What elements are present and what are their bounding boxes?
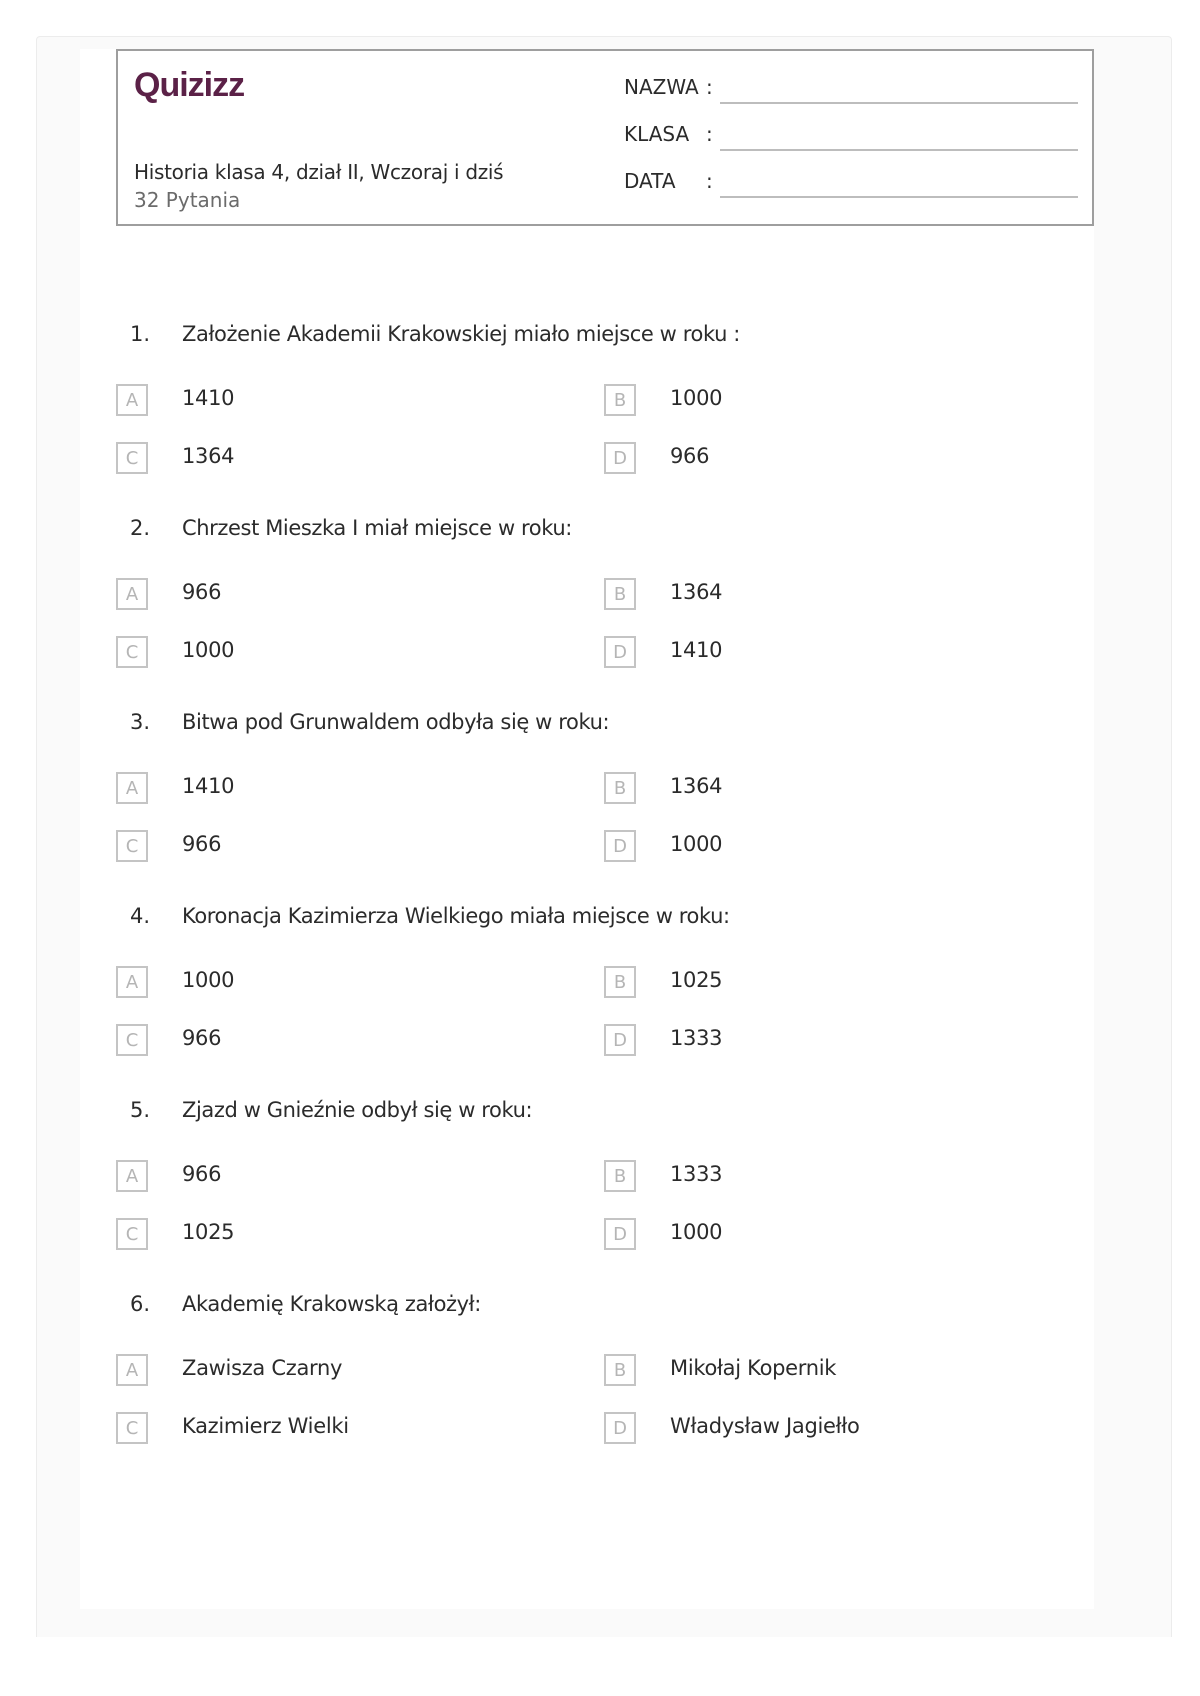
option-text: 1000 [182, 638, 235, 662]
option-a[interactable] [116, 578, 536, 614]
question-number: 3. [130, 710, 151, 734]
option-c[interactable] [116, 636, 536, 672]
option-text: 1000 [670, 386, 723, 410]
question-number: 6. [130, 1292, 151, 1316]
option-text: 1364 [670, 580, 723, 604]
option-letter-box[interactable]: B [604, 966, 636, 998]
option-a[interactable] [116, 966, 536, 1002]
question-5-header [116, 1098, 1094, 1128]
option-text: 966 [670, 444, 710, 468]
option-d[interactable] [604, 1218, 1024, 1254]
option-text: 1364 [182, 444, 235, 468]
question-number: 2. [130, 516, 151, 540]
option-c[interactable] [116, 830, 536, 866]
option-letter-box[interactable]: B [604, 384, 636, 416]
question-text: Chrzest Mieszka I miał miejsce w roku: [182, 516, 572, 540]
option-text: 1000 [670, 832, 723, 856]
option-letter-box[interactable]: D [604, 830, 636, 862]
option-a[interactable] [116, 772, 536, 808]
option-letter-box[interactable]: C [116, 1412, 148, 1444]
option-d[interactable] [604, 636, 1024, 672]
option-letter-box[interactable]: A [116, 772, 148, 804]
question-1-header [116, 322, 1094, 352]
option-letter-box[interactable]: C [116, 1024, 148, 1056]
class-field-label: KLASA [624, 122, 690, 146]
option-c[interactable] [116, 1218, 536, 1254]
option-letter-box[interactable]: A [116, 578, 148, 610]
option-c[interactable] [116, 1412, 536, 1448]
option-letter-box[interactable]: A [116, 384, 148, 416]
question-6-header [116, 1292, 1094, 1322]
option-c[interactable] [116, 442, 536, 478]
question-number: 4. [130, 904, 151, 928]
option-letter-box[interactable]: C [116, 1218, 148, 1250]
question-count: 32 Pytania [134, 188, 241, 212]
option-b[interactable] [604, 1160, 1024, 1196]
option-text: 1025 [670, 968, 723, 992]
option-letter-box[interactable]: D [604, 1218, 636, 1250]
option-letter-box[interactable]: B [604, 578, 636, 610]
question-text: Koronacja Kazimierza Wielkiego miała miejsce w roku: [182, 904, 730, 928]
option-letter-box[interactable]: C [116, 442, 148, 474]
date-field-line[interactable] [720, 196, 1078, 198]
class-field-colon: : [706, 122, 713, 146]
option-text: Mikołaj Kopernik [670, 1356, 837, 1380]
option-text: Władysław Jagiełło [670, 1414, 860, 1438]
option-b[interactable] [604, 772, 1024, 808]
option-letter-box[interactable]: A [116, 1160, 148, 1192]
option-d[interactable] [604, 830, 1024, 866]
option-letter-box[interactable]: A [116, 1354, 148, 1386]
option-b[interactable] [604, 966, 1024, 1002]
question-3-header [116, 710, 1094, 740]
question-text: Założenie Akademii Krakowskiej miało miejsce w roku : [182, 322, 740, 346]
option-letter-box[interactable]: B [604, 1160, 636, 1192]
option-letter-box[interactable]: B [604, 772, 636, 804]
option-text: 1000 [182, 968, 235, 992]
option-letter-box[interactable]: A [116, 966, 148, 998]
option-text: 1410 [670, 638, 723, 662]
option-b[interactable] [604, 578, 1024, 614]
option-text: 1333 [670, 1026, 723, 1050]
option-c[interactable] [116, 1024, 536, 1060]
option-a[interactable] [116, 1354, 536, 1390]
question-text: Akademię Krakowską założył: [182, 1292, 481, 1316]
option-letter-box[interactable]: C [116, 830, 148, 862]
date-field-colon: : [706, 169, 713, 193]
name-field-line[interactable] [720, 102, 1078, 104]
option-text: 966 [182, 1026, 222, 1050]
option-d[interactable] [604, 1024, 1024, 1060]
option-letter-box[interactable]: D [604, 442, 636, 474]
option-b[interactable] [604, 384, 1024, 420]
date-field-label: DATA [624, 169, 676, 193]
question-2-header [116, 516, 1094, 546]
worksheet-header [116, 49, 1094, 226]
quiz-title: Historia klasa 4, dział II, Wczoraj i dziś [134, 160, 504, 184]
option-text: 1000 [670, 1220, 723, 1244]
question-number: 1. [130, 322, 151, 346]
class-field[interactable] [624, 122, 1074, 152]
option-letter-box[interactable]: D [604, 636, 636, 668]
option-letter-box[interactable]: C [116, 636, 148, 668]
question-text: Bitwa pod Grunwaldem odbyła się w roku: [182, 710, 610, 734]
name-field-colon: : [706, 75, 713, 99]
question-text: Zjazd w Gnieźnie odbył się w roku: [182, 1098, 533, 1122]
option-a[interactable] [116, 1160, 536, 1196]
option-d[interactable] [604, 442, 1024, 478]
option-text: 966 [182, 1162, 222, 1186]
quizizz-logo: Quizizz [134, 66, 245, 104]
option-text: 1025 [182, 1220, 235, 1244]
name-field-label: NAZWA [624, 75, 699, 99]
option-b[interactable] [604, 1354, 1024, 1390]
option-letter-box[interactable]: B [604, 1354, 636, 1386]
option-a[interactable] [116, 384, 536, 420]
class-field-line[interactable] [720, 149, 1078, 151]
option-d[interactable] [604, 1412, 1024, 1448]
option-text: Kazimierz Wielki [182, 1414, 349, 1438]
option-letter-box[interactable]: D [604, 1412, 636, 1444]
option-text: 1410 [182, 386, 235, 410]
option-text: 966 [182, 580, 222, 604]
question-number: 5. [130, 1098, 151, 1122]
question-4-header [116, 904, 1094, 934]
date-field[interactable] [624, 169, 1074, 199]
option-text: 966 [182, 832, 222, 856]
name-field[interactable] [624, 75, 1074, 105]
option-text: 1364 [670, 774, 723, 798]
option-text: 1333 [670, 1162, 723, 1186]
option-text: Zawisza Czarny [182, 1356, 343, 1380]
option-letter-box[interactable]: D [604, 1024, 636, 1056]
option-text: 1410 [182, 774, 235, 798]
